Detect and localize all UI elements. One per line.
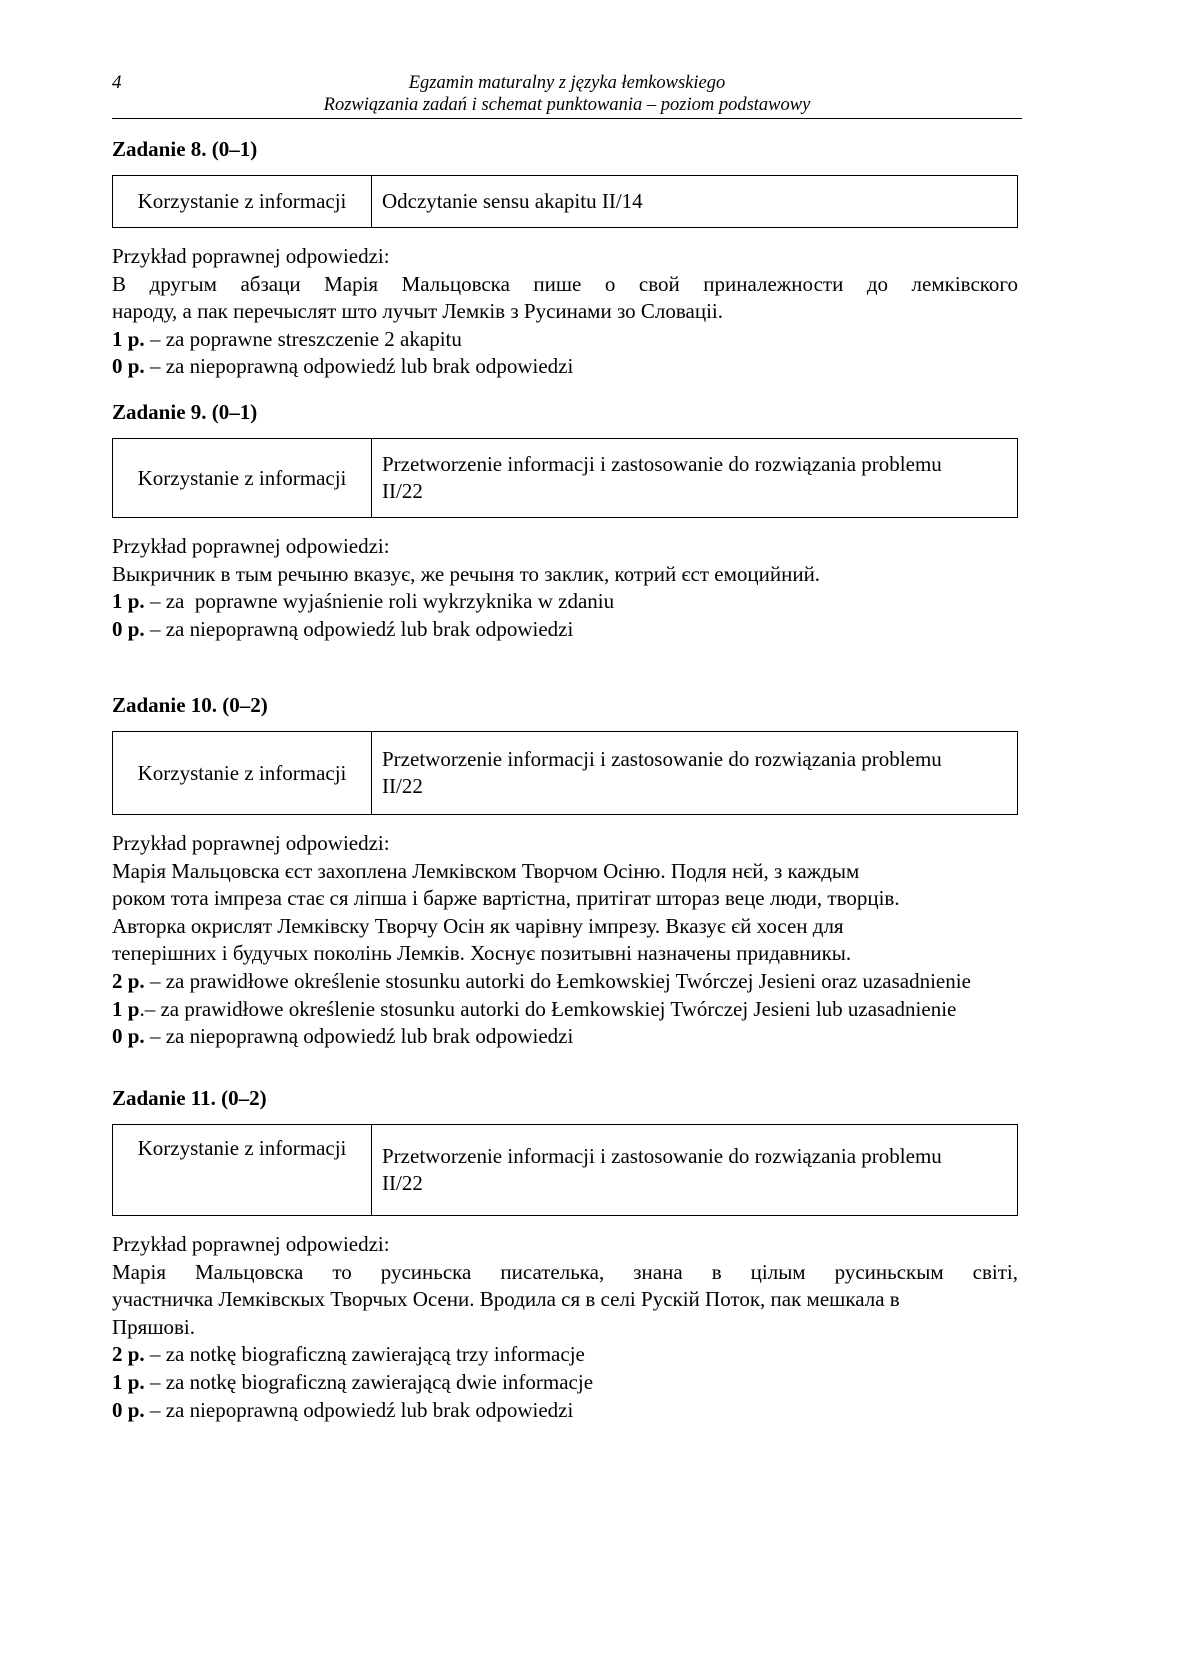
answer-line: участничка Лемківскых Творчых Осени. Вродила ся в селі Рускій Поток, пак мешкала в	[112, 1287, 900, 1312]
example-label: Przykład poprawnej odpowiedzi:	[112, 831, 390, 855]
criterion-description	[372, 176, 1018, 228]
criterion-area: Korzystanie z informacji	[113, 439, 372, 518]
scoring-row	[112, 1369, 1032, 1397]
criterion-area: Korzystanie z informacji	[113, 1125, 372, 1216]
task-body	[112, 243, 1032, 381]
task-title: Zadanie 9. (0–1)	[112, 400, 258, 424]
criterion-description-line2: II/22	[382, 774, 423, 798]
criteria-table	[112, 1124, 1018, 1216]
task-11	[112, 1085, 1032, 1424]
scoring-row	[112, 326, 1032, 354]
task-9	[112, 399, 1032, 643]
task-8	[112, 136, 1032, 381]
answer-line: Авторка окрислят Лемківску Творчу Осін як чарівну імпрезу. Вказує єй хосен для	[112, 913, 844, 938]
scoring-text: – za niepoprawną odpowiedź lub brak odpowiedzi	[144, 1024, 574, 1049]
criterion-description-line2: II/22	[382, 1171, 423, 1195]
scoring-row	[112, 1023, 1032, 1051]
criteria-table	[112, 731, 1018, 815]
scoring-text: – za poprawne streszczenie 2 akapitu	[144, 326, 462, 351]
page-number: 4	[112, 72, 122, 93]
header-title-line2: Rozwiązania zadań i schemat punktowania – poziom podstawowy	[323, 95, 811, 115]
scoring-text: .– za prawidłowe określenie stosunku autorki do Łemkowskiej Twórczej Jesieni lub uzasadnienie	[139, 996, 957, 1021]
criterion-description-line1: Przetworzenie informacji i zastosowanie do rozwiązania problemu	[382, 1144, 942, 1168]
scoring-text: – za niepoprawną odpowiedź lub brak odpowiedzi	[144, 1397, 574, 1422]
scoring-row	[112, 996, 1032, 1024]
criterion-description-line1: Przetworzenie informacji i zastosowanie do rozwiązania problemu	[382, 452, 942, 476]
scoring-points: 0 p.	[112, 1024, 145, 1049]
scoring-points: 2 p.	[112, 968, 145, 993]
scoring-text: – za notkę biograficzną zawierającą dwie informacje	[144, 1369, 594, 1394]
header-titles	[112, 72, 1022, 116]
criterion-area: Korzystanie z informacji	[113, 176, 372, 228]
answer-line: теперішних і будучых поколінь Лемків. Хоснує позитывні назначены придавникы.	[112, 941, 852, 966]
scoring-points: 0 p.	[112, 1397, 145, 1422]
criterion-description	[372, 1125, 1018, 1216]
criterion-description-line1: Odczytanie sensu akapitu II/14	[382, 189, 643, 213]
scoring-row	[112, 353, 1032, 381]
scoring-row	[112, 1397, 1032, 1425]
scoring-points: 1 p	[112, 996, 140, 1021]
header-title-line1: Egzamin maturalny z języka łemkowskiego	[408, 73, 726, 93]
answer-line: В другым абзаци Марія Мальцовска пише о свой приналежности до лемківского	[112, 271, 1018, 296]
criteria-table	[112, 175, 1018, 228]
example-label: Przykład poprawnej odpowiedzi:	[112, 244, 390, 268]
task-title: Zadanie 11. (0–2)	[112, 1086, 267, 1110]
scoring-points: 1 p.	[112, 1369, 145, 1394]
task-title: Zadanie 8. (0–1)	[112, 137, 258, 161]
page-header	[112, 70, 1022, 119]
scoring-points: 1 p.	[112, 326, 145, 351]
task-body	[112, 1231, 1032, 1424]
scoring-row	[112, 616, 1032, 644]
example-label: Przykład poprawnej odpowiedzi:	[112, 534, 390, 558]
scoring-row	[112, 1341, 1032, 1369]
scoring-points: 1 p.	[112, 589, 145, 614]
answer-line: народу, а пак перечыслят што лучыт Лемків з Русинами зо Словаціі.	[112, 299, 723, 324]
criterion-description	[372, 732, 1018, 815]
scoring-text: – za niepoprawną odpowiedź lub brak odpowiedzi	[144, 354, 574, 379]
criterion-description-line2: II/22	[382, 479, 423, 503]
answer-line: Выкричник в тым речыню вказує, же речыня то заклик, котрий єст емоцийний.	[112, 561, 821, 586]
task-body	[112, 830, 1032, 1051]
example-label: Przykład poprawnej odpowiedzi:	[112, 1232, 390, 1256]
task-body	[112, 533, 1032, 643]
task-title: Zadanie 10. (0–2)	[112, 693, 268, 717]
task-10	[112, 692, 1032, 1051]
scoring-text: – za poprawne wyjaśnienie roli wykrzyknika w zdaniu	[144, 589, 615, 614]
criterion-area: Korzystanie z informacji	[113, 732, 372, 815]
scoring-points: 2 p.	[112, 1342, 145, 1367]
answer-line: Марія Мальцовска єст захоплена Лемківском Творчом Осіню. Подля нєй, з каждым	[112, 858, 860, 883]
scoring-row	[112, 588, 1032, 616]
scoring-row	[112, 968, 1032, 996]
scoring-points: 0 p.	[112, 616, 145, 641]
scoring-text: – za prawidłowe określenie stosunku autorki do Łemkowskiej Twórczej Jesieni oraz uzasadnienie	[144, 968, 971, 993]
criterion-description-line1: Przetworzenie informacji i zastosowanie do rozwiązania problemu	[382, 747, 942, 771]
criteria-table	[112, 438, 1018, 518]
answer-line: роком тота імпреза стає ся ліпша і барже вартістна, притігат штораз веце люди, творців.	[112, 886, 900, 911]
answer-line: Марія Мальцовска то русиньска писателька, знана в цілым русиньскым світі,	[112, 1259, 1018, 1284]
scoring-text: – za niepoprawną odpowiedź lub brak odpowiedzi	[144, 616, 574, 641]
answer-line: Пряшові.	[112, 1314, 195, 1339]
scoring-text: – za notkę biograficzną zawierającą trzy informacje	[144, 1342, 585, 1367]
criterion-description	[372, 439, 1018, 518]
scoring-points: 0 p.	[112, 354, 145, 379]
